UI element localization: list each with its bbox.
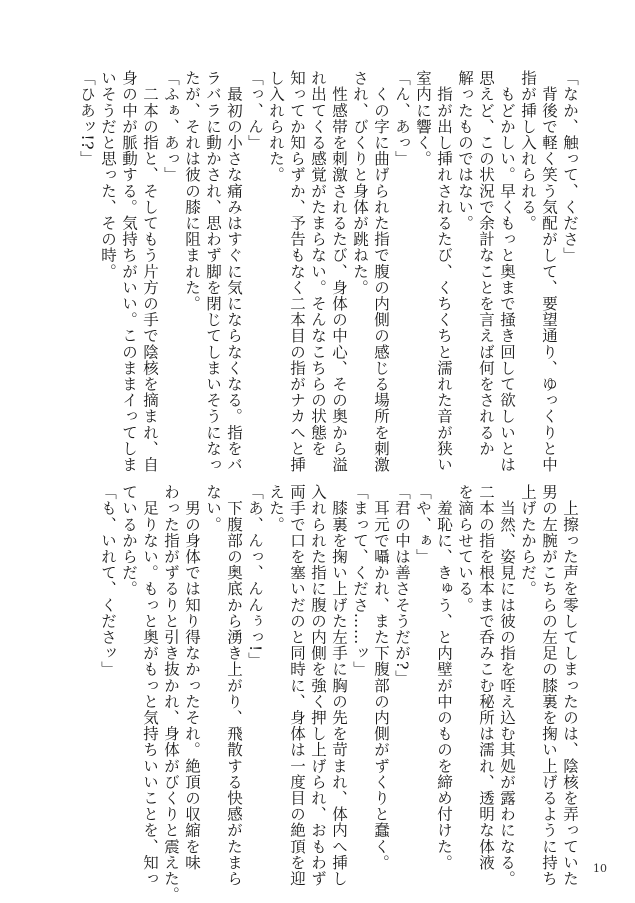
text-line: 「君の中は善さそうだが?」 <box>393 484 411 687</box>
text-line: 背後で軽く笑う気配がして、要望通り、ゆっくりと中 <box>540 70 558 473</box>
text-line: 思えど、この状況で余計なことを言えば何をされるか <box>477 70 495 457</box>
text-block-top <box>78 70 580 473</box>
text-line: 「ひあッ!?」 <box>78 70 96 167</box>
text-line: 最初の小さな痛みはすぐに気にならなくなる。指をバ <box>225 70 243 473</box>
text-line: 膝裏を掬い上げた左手に胸の先を苛まれ、体内へ挿し <box>330 484 348 887</box>
text-line: 上げたからだ。 <box>519 484 537 597</box>
text-line: 両手で口を塞いだのと同時に、身体は一度目の絶頂を迎 <box>288 484 306 887</box>
text-line: 「や、ぁ」 <box>414 484 432 565</box>
text-line: 「ふぁ、あっ」 <box>162 70 180 183</box>
text-line: 「なか、触って、くださ」 <box>561 70 579 264</box>
text-line: 入れられた指に腹の内側を強く押し上げられ、おもわず <box>309 484 327 887</box>
text-line: ラバラに動かされ、思わず脚を閉じてしまいそうになっ <box>204 70 222 473</box>
text-line: わった指がずるりと引き抜かれ、身体がびくりと震えた。 <box>162 484 180 903</box>
text-line: 上擦った声を零してしまったのは、陰核を弄っていた <box>561 484 579 887</box>
text-line: 「も、いれて、くださッ」 <box>99 484 117 678</box>
text-line: いそうだと思った、その時。 <box>99 70 117 280</box>
text-line: 知ってか知らずか、予告もなく二本目の指がナカへと挿 <box>288 70 306 473</box>
text-line: し入れられた。 <box>267 70 285 183</box>
text-line: 「っ、ん」 <box>246 70 264 151</box>
text-line: 二本の指を根本まで呑みこむ秘所は濡れ、透明な体液 <box>477 484 495 871</box>
text-line: され、びくりと身体が跳ねた。 <box>351 70 369 296</box>
text-line: もどかしい。早くもっと奥まで掻き回して欲しいとは <box>498 70 516 473</box>
text-line: 耳元で囁かれ、また下腹部の内側がずくりと蠢く。 <box>372 484 390 871</box>
text-line: 下腹部の奥底から湧き上がり、飛散する快感がたまら <box>225 484 243 887</box>
text-line: 二本の指と、そしてもう片方の手で陰核を摘まれ、自 <box>141 70 159 473</box>
text-line: 「まって、くださ……ッ」 <box>351 484 369 678</box>
text-line: 羞恥に、きゅう、と内壁が中のものを締め付けた。 <box>435 484 453 871</box>
text-line: 身の中が脈動する。気持ちがいい。このままイってしま <box>120 70 138 473</box>
text-line: ない。 <box>204 484 222 533</box>
text-line: 当然、姿見には彼の指を咥え込む其処が露わになる。 <box>498 484 516 887</box>
text-line: 指が挿し入れられる。 <box>519 70 537 231</box>
text-line: を滴らせている。 <box>456 484 474 613</box>
text-line: 性感帯を刺激されるたび、身体の中心、その奥から溢 <box>330 70 348 473</box>
text-line: 指が出し挿れされるたび、くちくちと濡れた音が狭い <box>435 70 453 473</box>
text-line: 「あ、んっ、んんぅっ!」 <box>246 484 264 668</box>
text-line: えた。 <box>267 484 285 533</box>
text-block-bottom <box>80 484 580 903</box>
text-line: 室内に響く。 <box>414 70 432 167</box>
text-line: れ出てくる感覚がたまらない。そんなこちらの状態を <box>309 70 327 457</box>
text-line: たが、それは彼の膝に阻まれた。 <box>183 70 201 312</box>
text-line: 男の左腕がこちらの左足の膝裏を掬い上げるように持ち <box>540 484 558 887</box>
text-line: 「ん、あっ」 <box>393 70 411 167</box>
text-line: 男の身体では知り得なかったそれ。絶頂の収縮を味 <box>183 484 201 871</box>
text-line: ているからだ。 <box>120 484 138 597</box>
text-line: 解ったものではない。 <box>456 70 474 231</box>
text-line: 足りない。もっと奥がもっと気持ちいいことを、知っ <box>141 484 159 887</box>
text-line: くの字に曲げられた指で腹の内側の感じる場所を刺激 <box>372 70 390 473</box>
page-number: 10 <box>593 862 607 875</box>
